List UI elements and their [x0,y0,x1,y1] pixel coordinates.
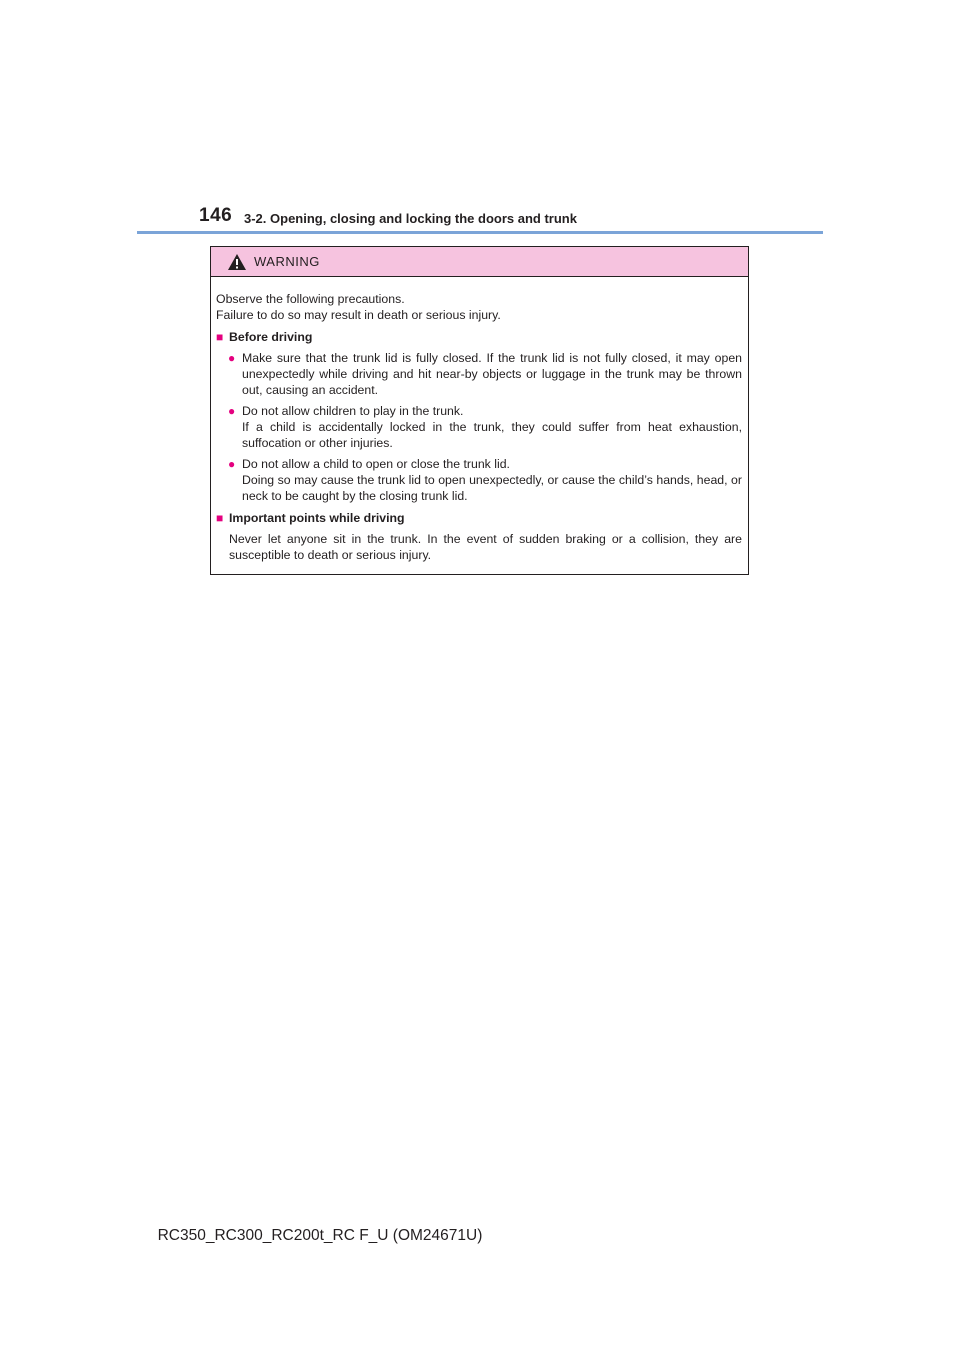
section-paragraph: Never let anyone sit in the trunk. In the event of sudden braking or a collision, they are susceptible to death or serious injury. [229,532,742,562]
list-item-line: If a child is accidentally locked in the trunk, they could suffer from heat exhaustion, suffocation or other injuries. [242,420,742,450]
circle-bullet-icon: ● [228,404,236,418]
warning-body [211,277,748,563]
section-heading [216,329,742,345]
header-rule [137,231,823,234]
warning-box [210,246,749,575]
section-heading-text: Before driving [229,330,313,344]
list-item-line: Do not allow a child to open or close the trunk lid. [242,457,510,471]
list-item-text [242,456,742,504]
footer-model: RC350_RC300_RC200t_RC F_U (OM24671U) [157,1227,483,1244]
list-item [216,456,742,504]
warning-triangle-icon [227,253,247,271]
warning-label: WARNING [254,254,320,269]
list-item [216,350,742,398]
list-item-text [242,350,742,398]
intro-line: Failure to do so may result in death or serious injury. [216,308,501,322]
circle-bullet-icon: ● [228,351,236,365]
list-item-line: Do not allow children to play in the trunk. [242,404,464,418]
circle-bullet-icon: ● [228,457,236,471]
section-heading [216,510,742,526]
warning-header [211,247,748,277]
square-bullet-icon: ■ [216,330,224,344]
list-item [216,403,742,451]
square-bullet-icon: ■ [216,511,224,525]
intro-line: Observe the following precautions. [216,292,405,306]
section-title: 3-2. Opening, closing and locking the doors and trunk [244,211,577,226]
page-number: 146 [199,205,233,226]
list-item-line: Make sure that the trunk lid is fully closed. If the trunk lid is not fully closed, it may open unexpectedly while driving and hit near-by objects or luggage in the trunk may be thrown out, causing an accident. [242,351,742,397]
list-item-text [242,403,742,451]
section-heading-text: Important points while driving [229,511,405,525]
list-item-line: Doing so may cause the trunk lid to open unexpectedly, or cause the child’s hands, head, or neck to be caught by the closing trunk lid. [242,473,742,503]
